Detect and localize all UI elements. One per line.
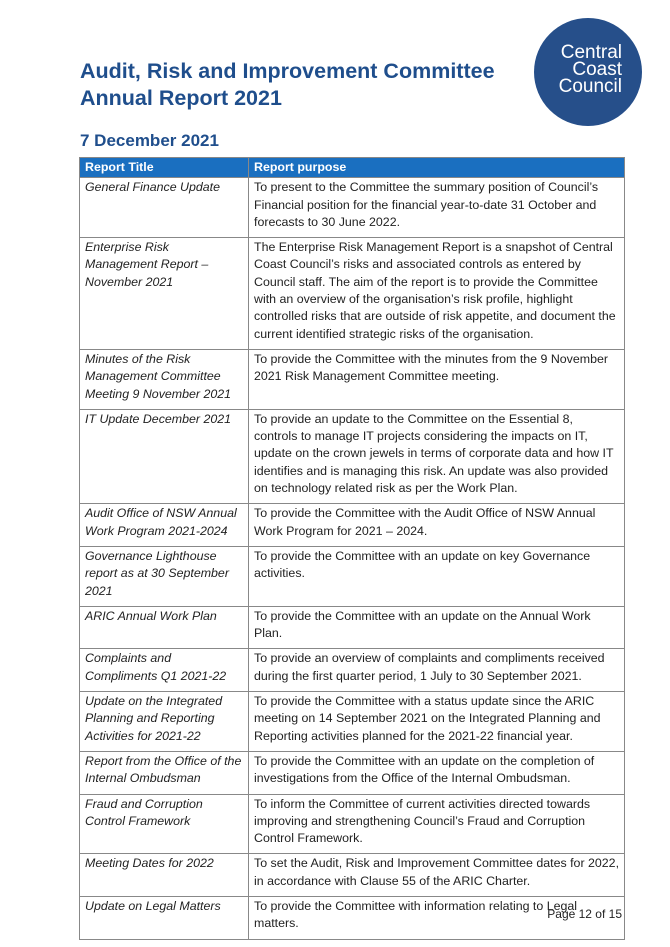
report-title-cell: Audit Office of NSW Annual Work Program 2021-2024 (80, 504, 249, 547)
header-report-title: Report Title (80, 158, 249, 178)
report-purpose-cell: To provide the Committee with an update on the completion of investigations from the Office of the Internal Ombudsman. (249, 751, 625, 794)
logo-text: Coast (572, 59, 622, 80)
reports-table (79, 157, 625, 940)
report-title-cell: Update on the Integrated Planning and Reporting Activities for 2021-22 (80, 692, 249, 752)
table-row (80, 349, 625, 409)
central-coast-council-logo (534, 18, 642, 126)
title-line-1: Audit, Risk and Improvement Committee (80, 59, 495, 83)
page-number: Page 12 of 15 (547, 907, 622, 921)
table-row (80, 692, 625, 752)
table-row (80, 896, 625, 939)
report-title-cell: Minutes of the Risk Management Committee Meeting 9 November 2021 (80, 349, 249, 409)
report-title-cell: Meeting Dates for 2022 (80, 854, 249, 897)
report-purpose-cell: To provide the Committee with an update on the Annual Work Plan. (249, 606, 625, 649)
report-title-cell: Report from the Office of the Internal Ombudsman (80, 751, 249, 794)
table-row (80, 238, 625, 350)
report-purpose-cell: The Enterprise Risk Management Report is a snapshot of Central Coast Council’s risks and associated controls as entered by Council staff. The aim of the report is to provide the Committee with an overview of the organisation’s risk profile, highlight controlled risks that are outside of risk appetite, and document the current identified strategic risks of the organisation. (249, 238, 625, 350)
table-row (80, 854, 625, 897)
logo-text: Central (560, 42, 622, 63)
report-purpose-cell: To provide an update to the Committee on the Essential 8, controls to manage IT projects considering the impacts on IT, update on the crown jewels in terms of corporate data and how IT identifies and is managing this risk. An update was also provided on technology related risk as per the Work Plan. (249, 409, 625, 503)
report-purpose-cell: To provide the Committee with the minutes from the 9 November 2021 Risk Management Committee meeting. (249, 349, 625, 409)
table-row (80, 178, 625, 238)
table-row (80, 649, 625, 692)
report-purpose-cell: To provide the Committee with a status update since the ARIC meeting on 14 September 2021 on the Integrated Planning and Reporting activities planned for the 2021-22 financial year. (249, 692, 625, 752)
page-title (80, 58, 495, 112)
table-row (80, 606, 625, 649)
report-purpose-cell: To provide an overview of complaints and compliments received during the first quarter period, 1 July to 30 September 2021. (249, 649, 625, 692)
table-row (80, 546, 625, 606)
report-purpose-cell: To inform the Committee of current activities directed towards improving and strengthening Council’s Fraud and Corruption Control Framework. (249, 794, 625, 854)
report-purpose-cell: To set the Audit, Risk and Improvement Committee dates for 2022, in accordance with Clause 55 of the ARIC Charter. (249, 854, 625, 897)
report-title-cell: Fraud and Corruption Control Framework (80, 794, 249, 854)
table-row (80, 504, 625, 547)
header-report-purpose: Report purpose (249, 158, 625, 178)
report-purpose-cell: To provide the Committee with the Audit Office of NSW Annual Work Program for 2021 – 2024. (249, 504, 625, 547)
report-title-cell: General Finance Update (80, 178, 249, 238)
table-row (80, 794, 625, 854)
report-title-cell: Complaints and Compliments Q1 2021-22 (80, 649, 249, 692)
title-line-2: Annual Report 2021 (80, 86, 282, 110)
report-title-cell: ARIC Annual Work Plan (80, 606, 249, 649)
table-header-row (80, 158, 625, 178)
report-title-cell: Governance Lighthouse report as at 30 September 2021 (80, 546, 249, 606)
report-purpose-cell: To provide the Committee with an update on key Governance activities. (249, 546, 625, 606)
report-title-cell: Enterprise Risk Management Report – November 2021 (80, 238, 249, 350)
report-title-cell: IT Update December 2021 (80, 409, 249, 503)
logo-text: Council (558, 76, 622, 97)
table-row (80, 409, 625, 503)
table-row (80, 751, 625, 794)
report-title-cell: Update on Legal Matters (80, 896, 249, 939)
report-purpose-cell: To provide the Committee with information relating to Legal matters. (249, 896, 625, 939)
report-purpose-cell: To present to the Committee the summary position of Council’s Financial position for the financial year-to-date 31 October and forecasts to 30 June 2022. (249, 178, 625, 238)
meeting-date-heading: 7 December 2021 (80, 131, 219, 150)
